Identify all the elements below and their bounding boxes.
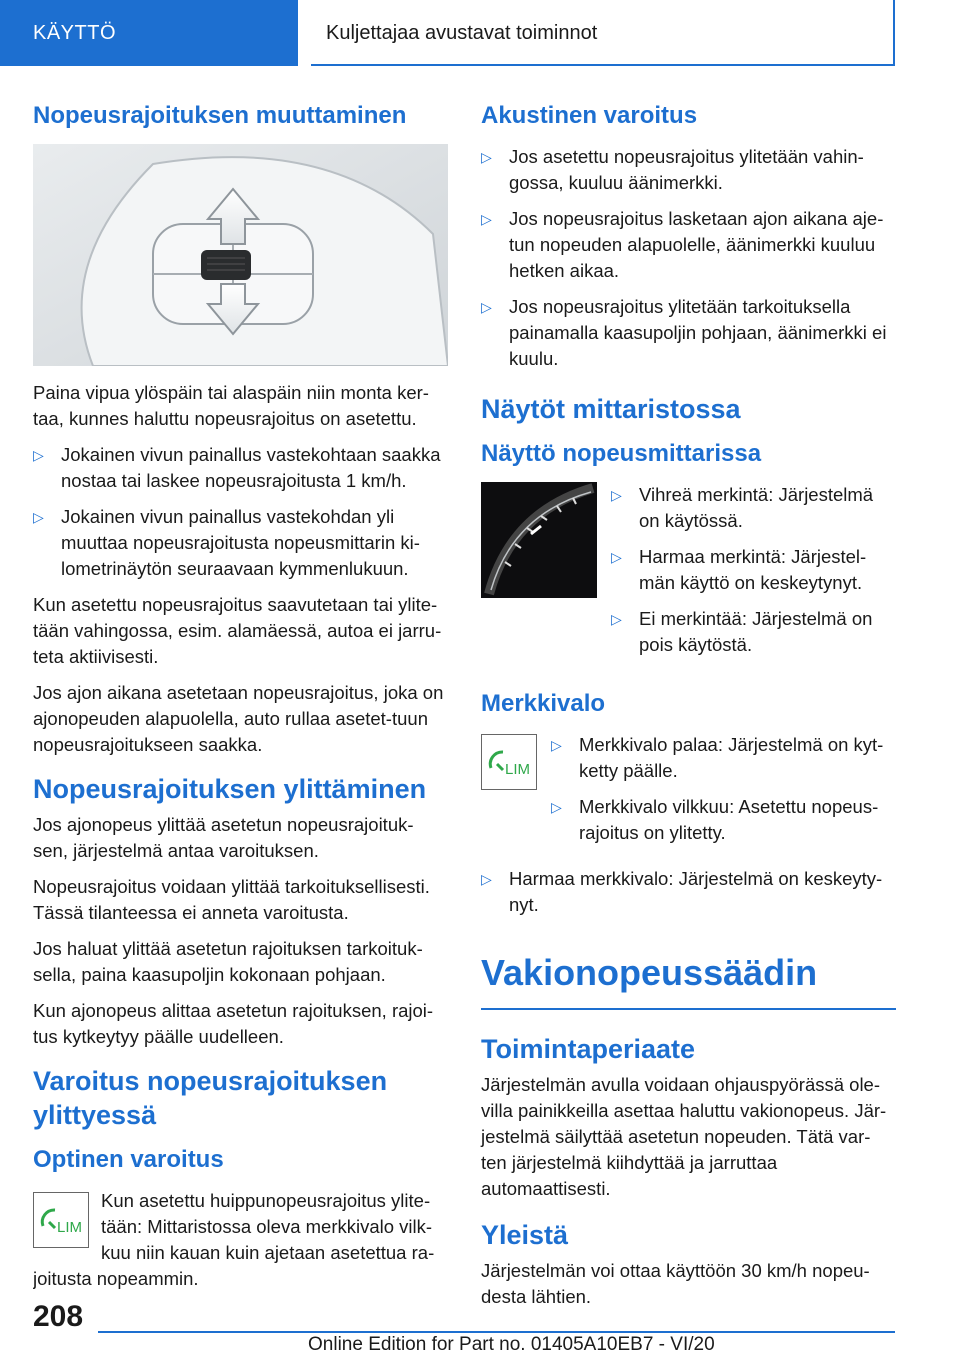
bullet-list-grey-indicator — [481, 866, 896, 918]
paragraph: Nopeusrajoitus voidaan ylittää tarkoituksellisesti. Tässä tilanteessa ei anneta varoitusta. — [33, 876, 430, 923]
right-column — [481, 100, 896, 1320]
edition-note: Online Edition for Part no. 01405A10EB7 - VI/20 — [308, 1334, 715, 1355]
triangle-bullet-icon: ▷ — [611, 549, 622, 565]
heading-exceed-limit: Nopeusrajoituksen ylittäminen — [33, 774, 427, 804]
triangle-bullet-icon: ▷ — [33, 447, 44, 463]
chapter-title: Kuljettajaa avustavat toiminnot — [311, 0, 895, 66]
list-item-text: Merkkivalo vilkkuu: Asetettu nopeus-rajoitus on ylitetty. — [579, 796, 879, 843]
steering-wheel-lever-photo — [33, 144, 448, 366]
heading-limit-warning: Varoitus nopeusrajoituksen ylittyessä — [33, 1066, 388, 1130]
list-item — [33, 442, 448, 494]
heading-speedometer-display: Näyttö nopeusmittarissa — [481, 440, 762, 467]
heading-cruise-control: Vakionopeussäädin — [481, 948, 896, 1010]
page-footer — [0, 1290, 960, 1362]
left-column — [33, 100, 448, 1292]
list-item — [551, 794, 896, 846]
list-item-text: Jokainen vivun painallus vastekohtaan saakka nostaa tai laskee nopeusrajoitusta 1 km/h. — [61, 444, 441, 491]
triangle-bullet-icon: ▷ — [551, 799, 562, 815]
paragraph: Järjestelmän voi ottaa käyttöön 30 km/h nopeu-desta lähtien. — [481, 1260, 870, 1307]
bullet-list-acoustic — [481, 144, 896, 372]
heading-indicator-light: Merkkivalo — [481, 690, 606, 717]
paragraph: Järjestelmän avulla voidaan ohjauspyörässä ole-villa painikkeilla asettaa haluttu vakionopeus. Jär-jestelmä säilyttää asetetun nopeuden. Tätä var-ten järjestelmä kiihdyttää ja jarruttaa automaattisesti. — [481, 1074, 887, 1199]
triangle-bullet-icon: ▷ — [481, 149, 492, 165]
list-item — [611, 544, 896, 596]
list-item-text: Jos nopeusrajoitus lasketaan ajon aikana aje-tun nopeuden alapuolelle, äänimerkki kuuluu hetken aikaa. — [509, 208, 884, 281]
bullet-list-change — [33, 442, 448, 582]
list-item-text: Vihreä merkintä: Järjestelmä on käytössä. — [639, 484, 874, 531]
list-item — [611, 482, 896, 534]
heading-general: Yleistä — [481, 1220, 569, 1250]
paragraph: Jos ajonopeus ylittää asetetun nopeusrajoituk-sen, järjestelmä antaa varoituksen. — [33, 814, 414, 861]
bullet-list-indicator — [551, 732, 896, 856]
list-item-text: Ei merkintää: Järjestelmä on pois käytöstä. — [639, 608, 873, 655]
paragraph: Paina vipua ylöspäin tai alaspäin niin monta ker-taa, kunnes haluttu nopeusrajoitus on asetettu. — [33, 382, 429, 429]
paragraph: Jos ajon aikana asetetaan nopeusrajoitus, joka on ajonopeuden alapuolella, auto rullaa asetet-tuun nopeusrajoitukseen saakka. — [33, 682, 444, 755]
optical-warning-block — [33, 1188, 448, 1292]
list-item — [481, 294, 896, 372]
speedometer-image — [481, 482, 597, 598]
triangle-bullet-icon: ▷ — [611, 487, 622, 503]
page-number: 208 — [33, 1300, 84, 1333]
list-item — [481, 206, 896, 284]
list-item — [481, 866, 896, 918]
paragraph: Kun asetettu nopeusrajoitus saavutetaan tai ylite-tään vahingossa, esim. alamäessä, autoa ei jarru-teta aktiivisesti. — [33, 594, 442, 667]
list-item — [611, 606, 896, 658]
list-item-text: Merkkivalo palaa: Järjestelmä on kyt-ketty päälle. — [579, 734, 884, 781]
paragraph: Kun ajonopeus alittaa asetetun rajoituksen, rajoi-tus kytkeytyy päälle uudelleen. — [33, 1000, 434, 1047]
list-item-text: Jokainen vivun painallus vastekohdan yli muuttaa nopeusrajoitusta nopeusmittarin ki-lometrinäytön seuraavaan kymmenlukuun. — [61, 506, 420, 579]
triangle-bullet-icon: ▷ — [481, 211, 492, 227]
list-item — [551, 732, 896, 784]
list-item — [33, 504, 448, 582]
heading-operating-principle: Toimintaperiaate — [481, 1034, 696, 1064]
list-item-text: Jos asetettu nopeusrajoitus ylitetään vahin-gossa, kuuluu äänimerkki. — [509, 146, 864, 193]
paragraph: Jos haluat ylittää asetetun rajoituksen tarkoituk-sella, paina kaasupoljin kokonaan pohjaan. — [33, 938, 423, 985]
heading-cluster-displays: Näytöt mittaristossa — [481, 394, 741, 424]
list-item-text: Harmaa merkkivalo: Järjestelmä on keskeyty-nyt. — [509, 868, 883, 915]
page-header — [0, 0, 960, 66]
list-item-text: Harmaa merkintä: Järjestel-män käyttö on keskeytynyt. — [639, 546, 867, 593]
triangle-bullet-icon: ▷ — [551, 737, 562, 753]
triangle-bullet-icon: ▷ — [33, 509, 44, 525]
paragraph: Kun asetettu huippunopeusrajoitus ylite-tään: Mittaristossa oleva merkkivalo vilk-kuu niin kauan kuin ajetaan asetettua ra-joitusta nopeammin. — [33, 1190, 435, 1289]
triangle-bullet-icon: ▷ — [611, 611, 622, 627]
lim-indicator-icon — [33, 1192, 89, 1248]
bullet-list-speedometer — [611, 482, 896, 668]
heading-optical-warning: Optinen varoitus — [33, 1146, 224, 1173]
triangle-bullet-icon: ▷ — [481, 299, 492, 315]
indicator-block — [481, 732, 896, 856]
triangle-bullet-icon: ▷ — [481, 871, 492, 887]
lim-label: LIM — [57, 1219, 83, 1236]
lim-label: LIM — [505, 761, 531, 778]
footer-rule — [98, 1331, 895, 1333]
list-item-text: Jos nopeusrajoitus ylitetään tarkoituksella painamalla kaasupoljin pohjaan, äänimerkki ei kuulu. — [509, 296, 887, 369]
heading-change-limit: Nopeusrajoituksen muuttaminen — [33, 102, 407, 129]
heading-acoustic-warning: Akustinen varoitus — [481, 102, 698, 129]
speedometer-block — [481, 482, 896, 668]
list-item — [481, 144, 896, 196]
lim-indicator-icon — [481, 734, 537, 790]
section-title: KÄYTTÖ — [0, 0, 298, 66]
